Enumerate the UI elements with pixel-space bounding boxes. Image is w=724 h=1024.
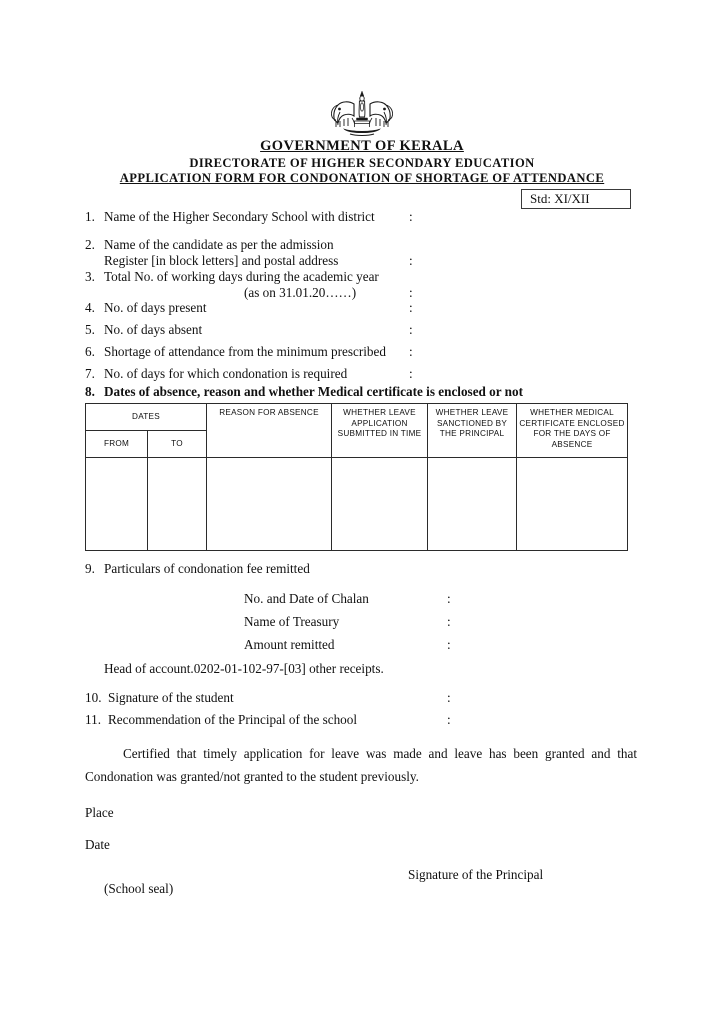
form-item-4 — [85, 300, 207, 316]
heading-line-directorate: DIRECTORATE OF HIGHER SECONDARY EDUCATION — [189, 156, 535, 171]
form-item-5 — [85, 322, 202, 338]
school-seal-label: (School seal) — [104, 881, 174, 896]
heading-line-form-title: APPLICATION FORM FOR CONDONATION OF SHORTAGE OF ATTENDANCE — [119, 170, 605, 185]
item-7-label: No. of days for which condonation is required — [104, 366, 348, 381]
item-2-label-line2: Register [in block letters] and postal address — [104, 253, 339, 268]
std-class-label: Std: XI/XII — [530, 191, 590, 206]
absence-table-empty-row[interactable] — [86, 458, 628, 551]
absence-table-col-leave-sanctioned: WHETHER LEAVE SANCTIONED BY THE PRINCIPAL — [428, 404, 517, 458]
item-8-label: Dates of absence, reason and whether Medical certificate is enclosed or not — [104, 384, 523, 399]
item-1-label: Name of the Higher Secondary School with district — [104, 209, 375, 224]
item-4-colon: : — [409, 300, 413, 315]
absence-table-dates-group-header: DATES — [86, 404, 207, 431]
item-11-colon: : — [447, 712, 451, 727]
item-6-label: Shortage of attendance from the minimum prescribed — [104, 344, 386, 359]
std-class-box — [521, 189, 631, 209]
item-11-number: 11. — [85, 712, 101, 727]
item-6-colon: : — [409, 344, 413, 359]
heading-line-government: GOVERNMENT OF KERALA — [260, 138, 464, 154]
item-7-number: 7. — [85, 366, 95, 381]
absence-table-col-from: FROM — [86, 431, 148, 458]
form-item-7 — [85, 366, 347, 382]
item-4-number: 4. — [85, 300, 95, 315]
item-9-chalan-colon: : — [447, 591, 451, 606]
absence-table-col-reason: REASON FOR ABSENCE — [207, 404, 332, 458]
place-label: Place — [85, 805, 114, 820]
item-9-chalan-label: No. and Date of Chalan — [244, 591, 369, 606]
head-of-account-text: Head of account.0202-01-102-97-[03] other receipts. — [104, 661, 384, 676]
kerala-state-emblem-icon — [326, 88, 398, 138]
item-8-number: 8. — [85, 384, 95, 399]
absence-table — [85, 403, 628, 551]
form-item-6 — [85, 344, 386, 360]
cell-leave-sanctioned[interactable] — [428, 458, 517, 551]
item-9-treasury-colon: : — [447, 614, 451, 629]
absence-table-col-medical-certificate: WHETHER MEDICAL CERTIFICATE ENCLOSED FOR THE DAYS OF ABSENCE — [517, 404, 628, 458]
item-5-label: No. of days absent — [104, 322, 203, 337]
item-9-amount-label: Amount remitted — [244, 637, 335, 652]
form-item-11 — [85, 712, 357, 728]
cell-from[interactable] — [86, 458, 148, 551]
certification-paragraph — [85, 742, 637, 788]
item-3-label: Total No. of working days during the academic year — [104, 269, 379, 284]
item-1-number: 1. — [85, 209, 95, 224]
absence-table-col-leave-application: WHETHER LEAVE APPLICATION SUBMITTED IN TIME — [332, 404, 428, 458]
form-item-10 — [85, 690, 234, 706]
item-9-label: Particulars of condonation fee remitted — [104, 561, 310, 576]
item-9-amount-colon: : — [447, 637, 451, 652]
item-3-colon: : — [409, 285, 413, 300]
item-1-colon: : — [409, 209, 413, 224]
item-9-treasury-label: Name of Treasury — [244, 614, 340, 629]
signature-principal-label: Signature of the Principal — [408, 867, 544, 882]
item-2-number: 2. — [85, 237, 95, 252]
item-11-label: Recommendation of the Principal of the school — [108, 712, 358, 727]
cell-medical-certificate[interactable] — [517, 458, 628, 551]
item-5-colon: : — [409, 322, 413, 337]
item-10-colon: : — [447, 690, 451, 705]
cell-reason[interactable] — [207, 458, 332, 551]
item-5-number: 5. — [85, 322, 95, 337]
item-7-colon: : — [409, 366, 413, 381]
item-4-label: No. of days present — [104, 300, 207, 315]
certification-paragraph-text: Certified that timely application for leave was made and leave has been granted and that Condonation was granted/not granted to the student previously. — [85, 746, 637, 784]
form-item-1 — [85, 209, 375, 225]
item-2-label: Name of the candidate as per the admission — [104, 237, 334, 252]
absence-table-col-to: TO — [148, 431, 207, 458]
item-6-number: 6. — [85, 344, 95, 359]
form-item-2 — [85, 237, 338, 269]
date-label: Date — [85, 837, 110, 852]
item-9-number: 9. — [85, 561, 95, 576]
item-3-as-on-date: (as on 31.01.20……) — [244, 285, 357, 300]
item-10-label: Signature of the student — [108, 690, 234, 705]
form-item-8 — [85, 384, 523, 400]
document-heading — [0, 138, 724, 186]
absence-table-header-row-1 — [86, 404, 628, 431]
form-item-3 — [85, 269, 379, 285]
cell-leave-application[interactable] — [332, 458, 428, 551]
item-3-number: 3. — [85, 269, 95, 284]
item-2-colon: : — [409, 253, 413, 268]
cell-to[interactable] — [148, 458, 207, 551]
item-10-number: 10. — [85, 690, 102, 705]
form-item-9 — [85, 561, 310, 577]
